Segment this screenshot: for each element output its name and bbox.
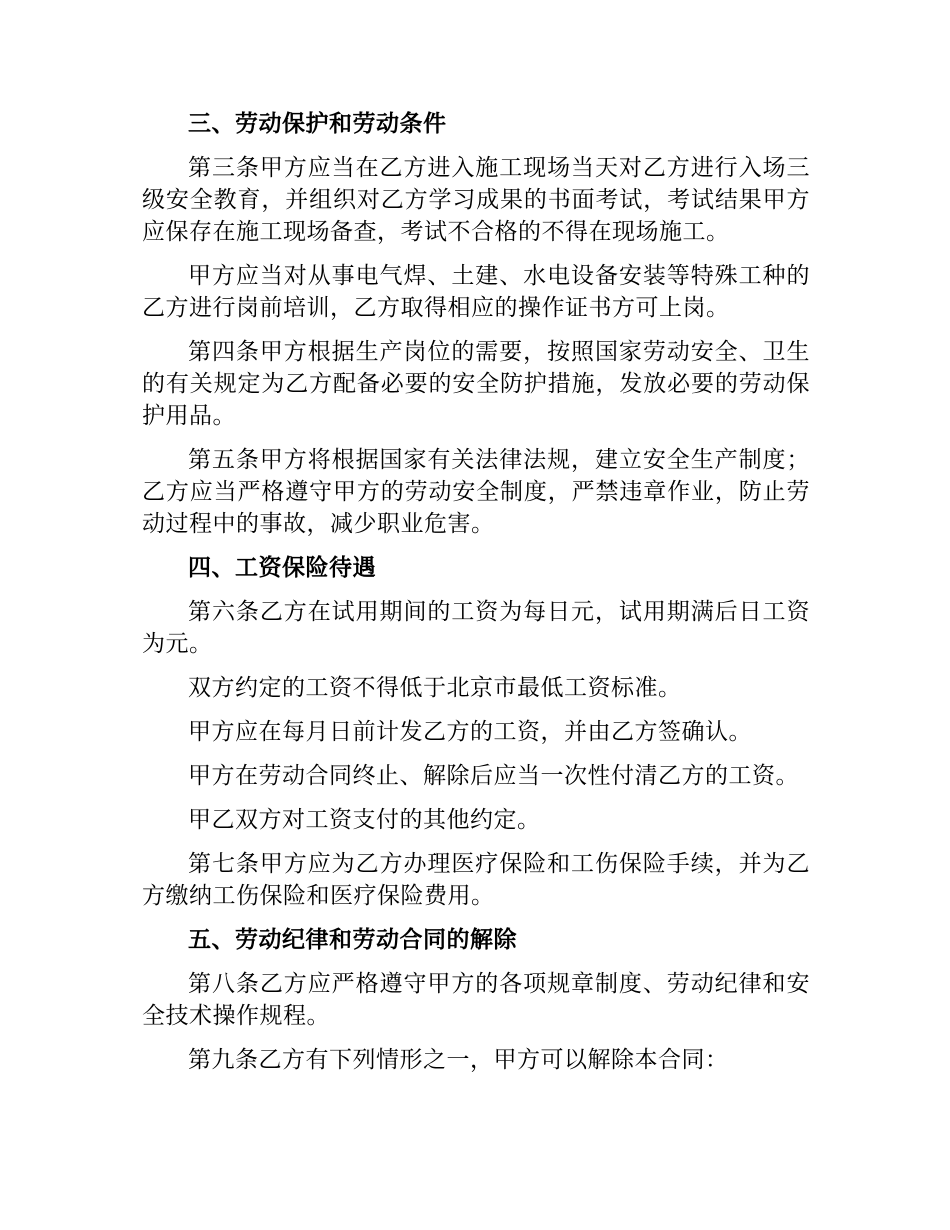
article-7-para: 第七条甲方应为乙方办理医疗保险和工伤保险手续，并为乙方缴纳工伤保险和医疗保险费用。 bbox=[142, 851, 810, 909]
section-3-heading: 三、劳动保护和劳动条件 bbox=[188, 111, 447, 137]
article-6-para-3: 甲方应在每月日前计发乙方的工资，并由乙方签确认。 bbox=[188, 719, 752, 745]
article-6-para-5: 甲乙双方对工资支付的其他约定。 bbox=[188, 807, 541, 833]
section-4-heading: 四、工资保险待遇 bbox=[188, 555, 376, 581]
article-6-para-4: 甲方在劳动合同终止、解除后应当一次性付清乙方的工资。 bbox=[188, 763, 799, 789]
article-4-para: 第四条甲方根据生产岗位的需要，按照国家劳动安全、卫生的有关规定为乙方配备必要的安全防护措施，发放必要的劳动保护用品。 bbox=[142, 339, 810, 429]
article-3-para-2: 甲方应当对从事电气焊、土建、水电设备安装等特殊工种的乙方进行岗前培训，乙方取得相应的操作证书方可上岗。 bbox=[142, 263, 810, 321]
document-body bbox=[142, 108, 810, 1088]
article-5-para: 第五条甲方将根据国家有关法律法规，建立安全生产制度；乙方应当严格遵守甲方的劳动安全制度，严禁违章作业，防止劳动过程中的事故，减少职业危害。 bbox=[142, 447, 810, 537]
article-6-para-2: 双方约定的工资不得低于北京市最低工资标准。 bbox=[188, 675, 682, 701]
article-3-para-1: 第三条甲方应当在乙方进入施工现场当天对乙方进行入场三级安全教育，并组织对乙方学习成果的书面考试，考试结果甲方应保存在施工现场备查，考试不合格的不得在现场施工。 bbox=[142, 155, 810, 245]
article-6-para-1: 第六条乙方在试用期间的工资为每日元，试用期满后日工资为元。 bbox=[142, 599, 810, 657]
section-5-heading: 五、劳动纪律和劳动合同的解除 bbox=[188, 927, 517, 953]
article-8-para: 第八条乙方应严格遵守甲方的各项规章制度、劳动纪律和安全技术操作规程。 bbox=[142, 971, 810, 1029]
article-9-para: 第九条乙方有下列情形之一，甲方可以解除本合同： bbox=[188, 1047, 729, 1073]
